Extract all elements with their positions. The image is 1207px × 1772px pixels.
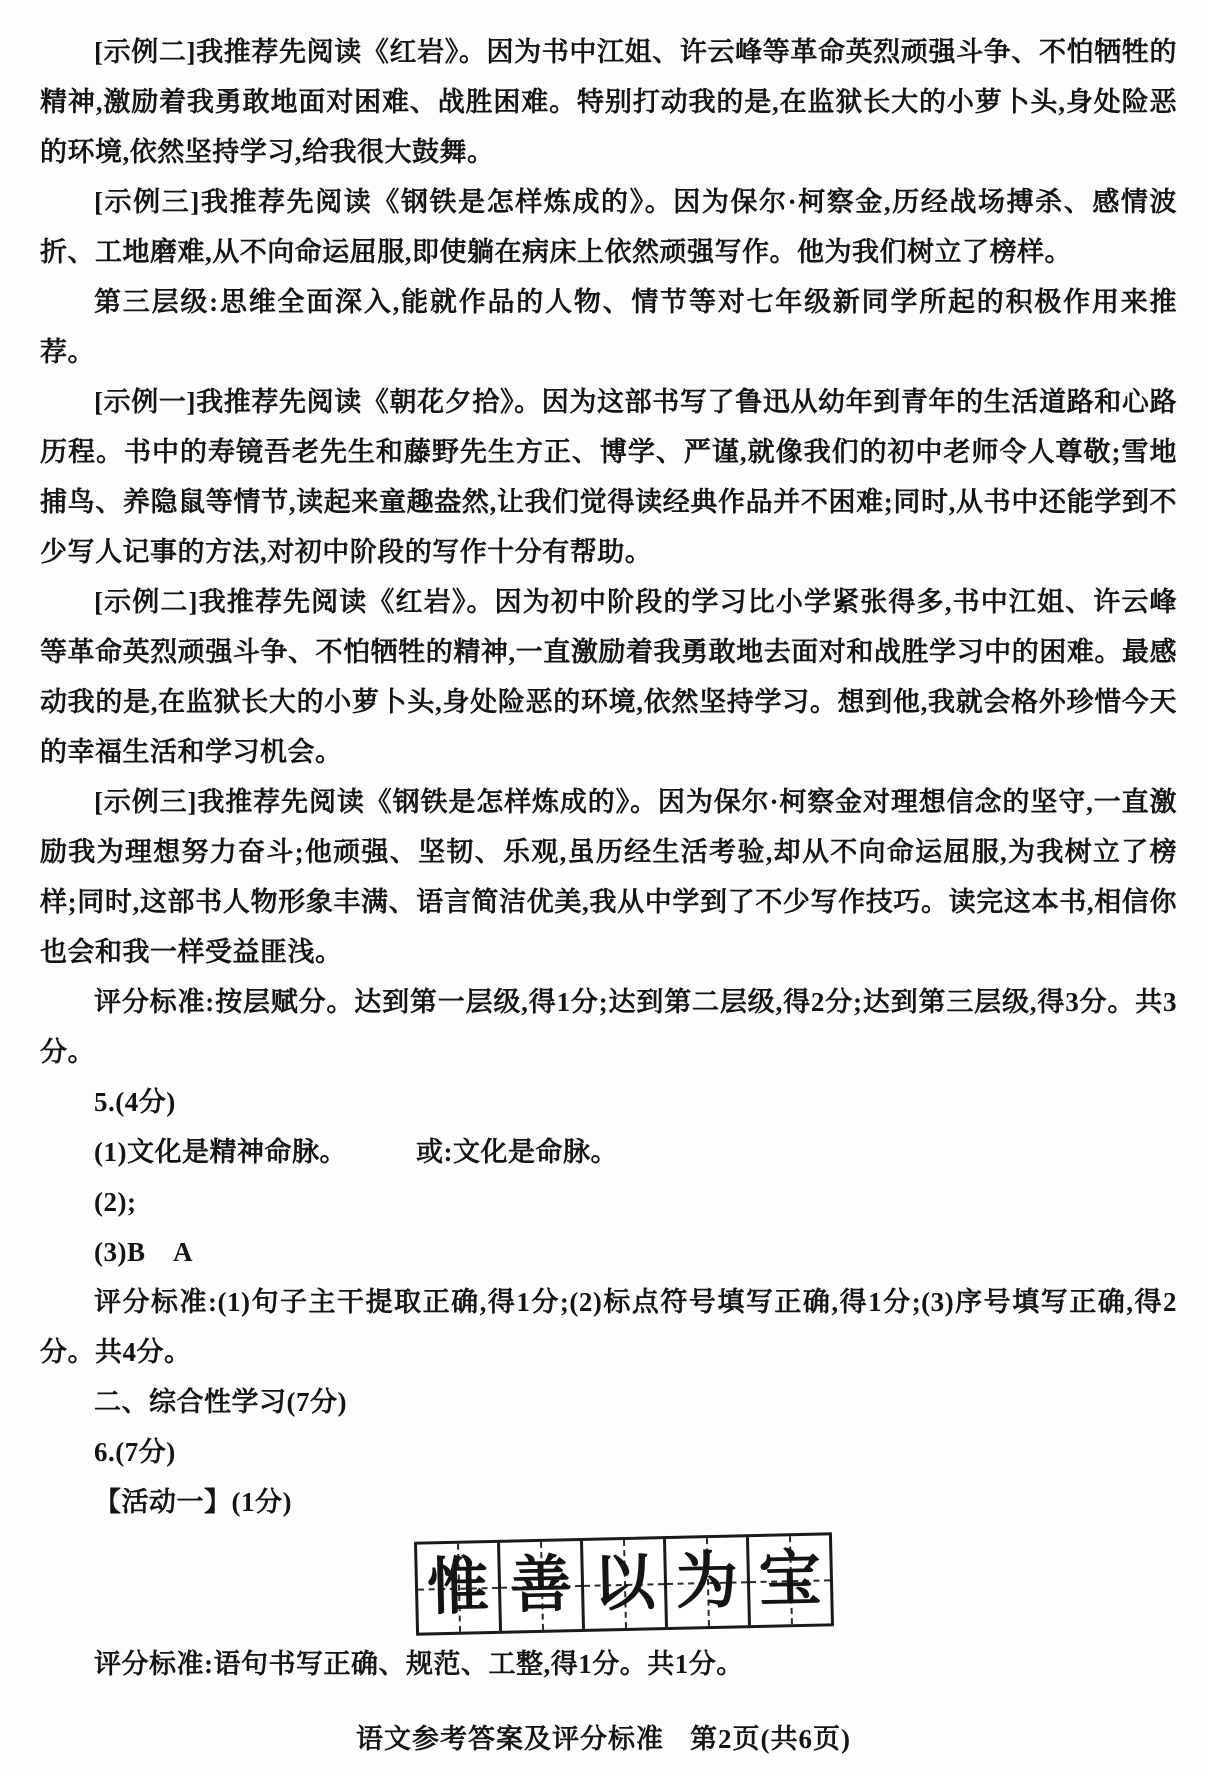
score-criteria-text: 按层赋分。达到第一层级,得1分;达到第二层级,得2分;达到第三层级,得3分。共3分。 (40, 987, 1177, 1067)
calligraphy-cell (500, 1541, 585, 1631)
page-footer (0, 1717, 1207, 1756)
calligraphy-character: 以 (592, 1549, 656, 1619)
activity-heading: 【活动一】(1分) (94, 1487, 292, 1517)
footer-doc-title: 语文参考答案及评分标准 (356, 1724, 664, 1754)
calligraphy-cell (749, 1535, 831, 1625)
calligraphy-character: 惟 (426, 1553, 490, 1623)
calligraphy-cell (666, 1537, 751, 1627)
calligraphy-cell (583, 1539, 668, 1629)
answer-paragraph: [示例二]我推荐先阅读《红岩》。因为初中阶段的学习比小学紧张得多,书中江姐、许云峰等革命英烈顽强斗争、不怕牺牲的精神,一直激励着我勇敢地去面对和战胜学习中的困难。最感动我的是,在监狱长大的小萝卜头,身处险恶的环境,依然坚持学习。想到他,我就会格外珍惜今天的幸福生活和学习机会。 (40, 587, 1177, 767)
answer-paragraph: 第三层级:思维全面深入,能就作品的人物、情节等对七年级新同学所起的积极作用来推荐。 (40, 287, 1177, 367)
score-criteria-text: 语句书写正确、规范、工整,得1分。共1分。 (213, 1649, 744, 1679)
calligraphy-grid (414, 1532, 834, 1635)
section-heading: 二、综合性学习(7分) (94, 1387, 347, 1417)
score-criteria (40, 1639, 1177, 1689)
calligraphy-grid-strip (414, 1532, 834, 1635)
score-criteria-text: (1)句子主干提取正确,得1分;(2)标点符号填写正确,得1分;(3)序号填写正确,得2分。共4分。 (40, 1287, 1177, 1367)
answer-paragraph: [示例二]我推荐先阅读《红岩》。因为书中江姐、许云峰等革命英烈顽强斗争、不怕牺牲的精神,激励着我勇敢地面对困难、战胜困难。特别打动我的是,在监狱长大的小萝卜头,身处险恶的环境,依然坚持学习,给我很大鼓舞。 (40, 37, 1177, 167)
answer-item: (3)B A (94, 1237, 193, 1267)
footer-page-number: 第2页(共6页) (690, 1724, 851, 1754)
calligraphy-character: 为 (675, 1547, 739, 1617)
calligraphy-cell (417, 1543, 502, 1633)
answer-paragraph: [示例三]我推荐先阅读《钢铁是怎样炼成的》。因为保尔·柯察金对理想信念的坚守,一直激励我为理想努力奋斗;他顽强、坚韧、乐观,虽历经生活考验,却从不向命运屈服,为我树立了榜样;同时,这部书人物形象丰满、语言简洁优美,我从中学到了不少写作技巧。读完这本书,相信你也会和我一样受益匪浅。 (40, 787, 1177, 967)
score-criteria (40, 977, 1177, 1077)
answer-item: (2); (94, 1187, 137, 1217)
answer-paragraph: [示例三]我推荐先阅读《钢铁是怎样炼成的》。因为保尔·柯察金,历经战场搏杀、感情波折、工地磨难,从不向命运屈服,即使躺在病床上依然顽强写作。他为我们树立了榜样。 (40, 187, 1177, 267)
answer-paragraph: [示例一]我推荐先阅读《朝花夕拾》。因为这部书写了鲁迅从幼年到青年的生活道路和心路历程。书中的寿镜吾老先生和藤野先生方正、博学、严谨,就像我们的初中老师令人尊敬;雪地捕鸟、养隐鼠等情节,读起来童趣盎然,让我们觉得读经典作品并不困难;同时,从书中还能学到不少写人记事的方法,对初中阶段的写作十分有帮助。 (40, 387, 1177, 567)
calligraphy-character: 善 (509, 1551, 573, 1621)
calligraphy-character: 宝 (758, 1545, 822, 1615)
answer-item: (1)文化是精神命脉。 或:文化是命脉。 (94, 1137, 618, 1167)
score-criteria-label: 评分标准: (94, 1649, 214, 1679)
score-criteria-label: 评分标准: (94, 987, 215, 1017)
score-criteria (40, 1277, 1177, 1377)
score-criteria-label: 评分标准: (94, 1287, 218, 1317)
question-number: 5.(4分) (94, 1087, 176, 1117)
question-number: 6.(7分) (94, 1437, 176, 1467)
